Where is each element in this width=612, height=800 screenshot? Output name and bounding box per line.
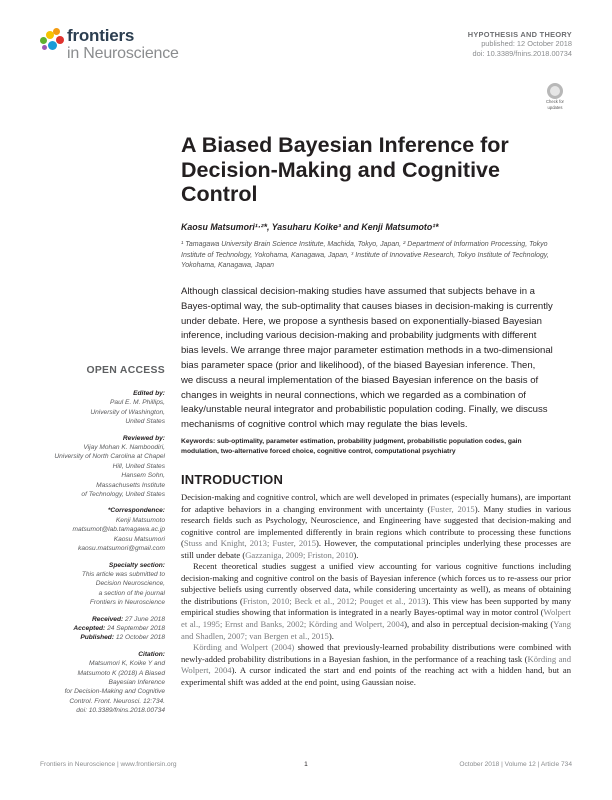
article-doi[interactable]: doi: 10.3389/fnins.2018.00734 [472, 48, 572, 58]
received-label: Received: [92, 615, 124, 623]
citation-link[interactable]: Körding and Wolpert (2004) [193, 642, 295, 653]
journal-logo[interactable] [40, 26, 210, 76]
author-list: Kaosu Matsumori¹·²*, Yasuharu Koike³ and Kenji Matsumoto¹* [181, 222, 439, 232]
text-run: Decision-making and cognitive control, which are well developed in primates (especially humans), are important for adaptive behaviors in a changing environment with uncertainty ( [181, 492, 571, 514]
text-run: Recent theoretical studies suggest a unified view accounting for various cognitive functions including decision-making and cognitive control on the basis of Bayesian inference (which forces us to re-assess our prior subjective beliefs using currently observed data, while considering uncertainty as well), as means of obtaining the distributions ( [181, 561, 571, 606]
citation-link[interactable]: Gazzaniga, 2009; Friston, 2010 [245, 549, 354, 560]
sidebar-info [40, 389, 165, 716]
abstract-line: leaky/unstable neural integrator and probabilistic population coding. Finally, we discuss [181, 404, 548, 416]
brand-name: frontiers [67, 26, 135, 45]
abstract-line: Although classical decision-making studies have assumed that subjects behave in a [181, 286, 535, 297]
abstract-line: bias levels. We arrange three major parameter estimation methods in a two-dimensional [181, 345, 553, 357]
text-run: ). [328, 630, 334, 641]
abstract [181, 285, 571, 433]
citation-link[interactable]: Yang and Shadlen, 2007; van Bergen et al., 2015 [181, 619, 571, 641]
abstract-line: Bayes-optimal way, the sub-optimality that causes biases in decision-making is currently [181, 300, 553, 312]
published-date-sidebar [40, 633, 165, 642]
section-heading-introduction: INTRODUCTION [181, 472, 284, 487]
text-run: showed that previously-learned probability distributions were combined with newly-added probability distributions in a Bayesian fashion, in the performance of a reaching task ( [181, 642, 571, 664]
correspondence-email[interactable]: kaosu.matsumori@gmail.com [78, 545, 165, 553]
article-meta [468, 30, 572, 58]
affiliation-line: ¹ Tamagawa University Brain Science Institute, Machida, Tokyo, Japan, ² Department of Information Processing, Tokyo [181, 241, 548, 248]
received-value: 27 June 2018 [123, 615, 165, 623]
citation-link[interactable]: Fuster, 2015 [430, 503, 475, 514]
abstract-line: inference, including various decision-making and probability judgments with different [181, 330, 537, 342]
check-for-updates-button[interactable] [542, 83, 568, 113]
title-line: Control [181, 182, 258, 206]
abstract-line: changes in weights in neural connections, which we regarded as a combination of [181, 389, 526, 401]
affiliation-line: Institute of Technology, Yokohama, Kanagawa, Japan, ³ Institute of Innovative Research, Tokyo Institute of Technology, [181, 251, 549, 259]
citation-link[interactable]: Wolpert et al., 1995; Ernst and Banks, 2002; Körding and Wolpert, 2004 [181, 607, 571, 630]
editor-line: United States [125, 418, 165, 426]
article-title [181, 133, 561, 207]
paragraph [181, 492, 571, 561]
check-label-2: updates [547, 104, 563, 110]
check-label-1: Check for [546, 99, 564, 104]
reviewer-line: Hill, United States [112, 462, 165, 470]
check-updates-icon [547, 83, 563, 99]
edited-by-label: Edited by: [133, 390, 165, 397]
citation-line: Matsumori K, Koike Y and [89, 660, 165, 668]
reviewed-by-label: Reviewed by: [122, 434, 165, 442]
text-run: ). However, the computational principles underlying these processes are still under debate ( [181, 538, 571, 560]
abstract-line: mechanisms of cognitive control which may regulate the bias levels. [181, 419, 468, 431]
specialty-line: Frontiers in Neuroscience [89, 599, 165, 607]
citation-doi[interactable]: doi: 10.3389/fnins.2018.00734 [76, 707, 165, 715]
reviewer-line: of Technology, United States [81, 491, 165, 499]
published-date: published: 12 October 2018 [481, 39, 572, 49]
open-access-label: OPEN ACCESS [86, 365, 165, 376]
paragraph [181, 561, 571, 642]
keywords-line: modulation, two-alternative forced choice, cognitive control, computational psychiatry [181, 447, 456, 455]
citation-line: Bayesian Inference [108, 678, 165, 686]
text-run: ). [353, 549, 359, 560]
specialty-line: This article was submitted to [81, 570, 165, 578]
citation-line: Control. Front. Neurosci. 12:734. [69, 697, 165, 705]
accepted-date [40, 624, 165, 633]
citation-link[interactable]: Stuss and Knight, 2013; Fuster, 2015 [183, 538, 317, 549]
text-run: ). Many studies in various research fields such as Psychology, Neuroscience, and Engineering have suggested that decision-making and cognitive control are implemented differently in brain regions which contribute to processing these functions ( [181, 503, 571, 549]
footer-issue: October 2018 | Volume 12 | Article 734 [459, 761, 572, 768]
title-line: Decision-Making and Cognitive [181, 157, 500, 182]
affiliations [181, 240, 571, 272]
keywords [181, 437, 571, 456]
page-number: 1 [304, 761, 308, 768]
title-line: A Biased Bayesian Inference for [181, 133, 509, 157]
citation-line: for Decision-Making and Cognitive [64, 688, 165, 696]
specialty-line: a section of the journal [98, 589, 165, 597]
citation-link[interactable]: Friston, 2010; Beck et al., 2012; Pouget et al., 2013 [242, 595, 426, 606]
published-value: 12 October 2018 [114, 634, 165, 642]
reviewer-line: Hansem Sohn, [121, 472, 165, 480]
accepted-value: 24 September 2018 [105, 624, 165, 632]
correspondence-line: Kenji Matsumoto [115, 516, 165, 524]
text-run: ). A cursor indicated the start and end points of the reaching act with a hidden hand, but an experimental shift was added at the end point, using Gaussian noise. [181, 665, 572, 687]
abstract-line: we discuss a neural implementation of the biased Bayesian inference on the basis of [181, 374, 539, 386]
citation-label: Citation: [138, 650, 165, 658]
correspondence-email[interactable]: matsumot@lab.tamagawa.ac.jp [72, 526, 165, 534]
text-run: ). This view has been supported by many empirical studies showing that information is integrated in a nearly Bayes-optimal way in motor control ( [181, 595, 572, 618]
brand-journal: in Neuroscience [67, 45, 179, 62]
specialty-label: Specialty section: [108, 561, 165, 569]
editor-line: University of Washington, [90, 408, 165, 416]
reviewer-line: University of North Carolina at Chapel [54, 453, 165, 461]
article-type: HYPOTHESIS AND THEORY [467, 30, 572, 39]
citation-link[interactable]: Körding and Wolpert, 2004 [181, 653, 571, 676]
specialty-line: Decision Neuroscience, [95, 580, 165, 588]
citation-line: Matsumoto K (2018) A Biased [77, 669, 165, 677]
accepted-label: Accepted: [73, 624, 106, 632]
abstract-line: under debate. Here, we propose a synthesis based on exponentially-biased Bayesian [181, 315, 542, 327]
frontiers-logo-icon [40, 28, 64, 52]
footer-journal-link[interactable]: Frontiers in Neuroscience | www.frontiersin.org [40, 761, 177, 768]
correspondence-label: *Correspondence: [107, 507, 165, 515]
introduction-body [181, 492, 571, 688]
affiliation-line: Yokohama, Kanagawa, Japan [181, 262, 275, 269]
keywords-line: Keywords: sub-optimality, parameter estimation, probability judgment, probabilistic population codes, gain [181, 438, 522, 445]
received-date [40, 615, 165, 624]
text-run: ), and also in perceptual decision-making ( [404, 619, 554, 630]
published-label: Published: [80, 634, 115, 642]
reviewer-line: Massachusetts Institute [96, 481, 165, 489]
correspondence-line: Kaosu Matsumori [113, 535, 165, 543]
abstract-line: bias parameter space (prior and likelihood), of the biased Bayesian inference. Then, [181, 359, 536, 371]
paragraph [181, 642, 571, 688]
editor-line: Paul E. M. Phillips, [110, 399, 165, 407]
reviewer-line: Vijay Mohan K. Namboodiri, [83, 444, 165, 452]
